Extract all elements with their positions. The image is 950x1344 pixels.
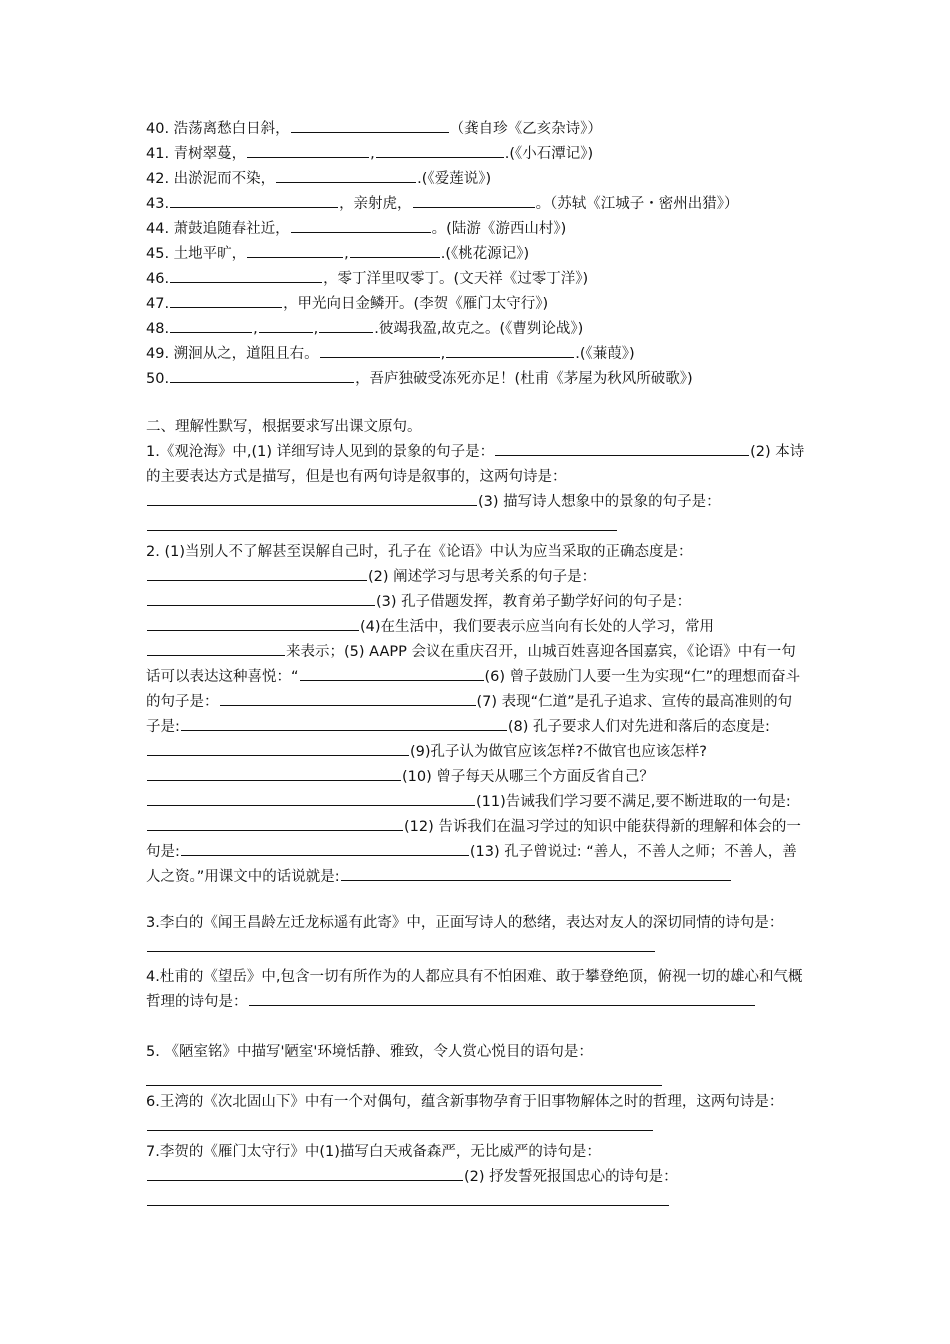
blank[interactable] [147,766,401,781]
blank[interactable] [170,368,354,383]
question-6: 6.王湾的《次北固山下》中有一个对偶句，蕴含新事物孕育于旧事物解体之时的哲理，这两句诗是： [146,1090,806,1140]
blank[interactable] [147,1166,463,1181]
line-48: 48. , , .彼竭我盈,故克之。(《曹刿论战》) [146,318,583,339]
question-7: 7.李贺的《雁门太守行》中(1)描写白天戒备森严，无比威严的诗句是：(2) 抒发誓死报国忠心的诗句是： [146,1140,806,1215]
blank[interactable] [291,218,431,233]
blank[interactable] [495,441,749,456]
question-5: 5. 《陋室铭》中描写'陋室'环境恬静、雅致，令人赏心悦目的语句是： [146,1040,806,1086]
blank[interactable] [291,118,449,133]
blank[interactable] [147,1191,669,1206]
blank[interactable] [413,193,535,208]
blank[interactable] [249,991,755,1006]
blank[interactable] [350,243,440,258]
blank[interactable] [247,243,343,258]
blank[interactable] [147,591,375,606]
blank[interactable] [147,937,655,952]
blank[interactable] [147,641,285,656]
blank[interactable] [170,318,252,333]
blank[interactable] [181,841,469,856]
line-49: 49. 溯洄从之，道阻且右。 , .(《蒹葭》) [146,343,635,364]
line-41: 41. 青树翠蔓， , .(《小石潭记》) [146,143,593,164]
question-2: 2. (1)当别人不了解甚至误解自己时，孔子在《论语》中认为应当采取的正确态度是：(2) 阐述学习与思考关系的句子是：(3) 孔子借题发挥，教育弟子勤学好问的句子是：(4)在生活中，我们要表示应当向有长处的人学习，常用来表示；(5) AAPP 会议在重庆召开，山城百姓喜迎各国嘉宾，《论语》中有一句话可以表达这种喜悦：“ (6) 曾子鼓励门人要一生为实现“仁”的理想而奋斗的句子是： (7) 表现“仁道”是孔子追求、宣传的最高准则的句子是: (8) 孔子要求人们对先进和落后的态度是:(9)孔子认为做官应该怎样?不做官也应该怎样?(10) 曾子每天从哪三个方面反省自己？(11)告诫我们学习要不满足,要不断进取的一句是:(12) 告诉我们在温习学过的知识中能获得新的理解和体会的一句是: (13) 孔子曾说过: “善人，不善人之师；不善人，善人之资。”用课文中的话说就是: [146,544,801,885]
question-1: 1.《观沧海》中,(1) 详细写诗人见到的景象的句子是： (2) 本诗的主要表达方式是描写，但是也有两句诗是叙事的，这两句诗是：(3) 描写诗人想象中的景象的句子是： [146,440,806,540]
blank[interactable] [300,666,484,681]
line-43: 43. ，亲射虎， 。（苏轼《江城子・密州出猎》） [146,193,739,214]
line-45: 45. 土地平旷， , .(《桃花源记》) [146,243,529,264]
line-42: 42. 出淤泥而不染， .(《爱莲说》) [146,168,491,189]
blank[interactable] [319,318,373,333]
line-44: 44. 萧鼓追随春社近， 。(陆游《游西山村》) [146,218,566,239]
blank[interactable] [276,168,416,183]
blank[interactable] [147,491,477,506]
blank[interactable] [259,318,313,333]
line-50: 50. ，吾庐独破受冻死亦足！(杜甫《茅屋为秋风所破歌》) [146,368,693,389]
blank[interactable] [170,293,282,308]
blank[interactable] [147,616,359,631]
line-46: 46. ，零丁洋里叹零丁。(文天祥《过零丁洋》) [146,268,588,289]
blank[interactable] [170,268,322,283]
line-40: 40. 浩荡离愁白日斜， （龚自珍《乙亥杂诗》） [146,118,602,139]
blank[interactable] [376,143,504,158]
blank[interactable] [147,566,367,581]
question-4: 4.杜甫的《望岳》中,包含一切有所作为的人都应具有不怕困难、敢于攀登绝顶，俯视一切的雄心和气概哲理的诗句是： [146,969,803,1010]
blank[interactable] [147,516,617,531]
blank[interactable] [220,691,476,706]
line-47: 47. ，甲光向日金鳞开。(李贺《雁门太守行》) [146,293,548,314]
blank[interactable] [147,741,409,756]
blank[interactable] [146,1065,662,1086]
blank[interactable] [341,866,731,881]
blank[interactable] [147,816,403,831]
blank[interactable] [446,343,574,358]
section-heading: 二、理解性默写，根据要求写出课文原句。 [146,419,422,435]
blank[interactable] [147,791,475,806]
blank[interactable] [170,193,338,208]
question-3: 3.李白的《闻王昌龄左迁龙标遥有此寄》中，正面写诗人的愁绪，表达对友人的深切同情的诗句是： [146,911,806,961]
blank[interactable] [247,143,369,158]
blank[interactable] [320,343,440,358]
blank[interactable] [181,716,507,731]
blank[interactable] [147,1116,653,1131]
